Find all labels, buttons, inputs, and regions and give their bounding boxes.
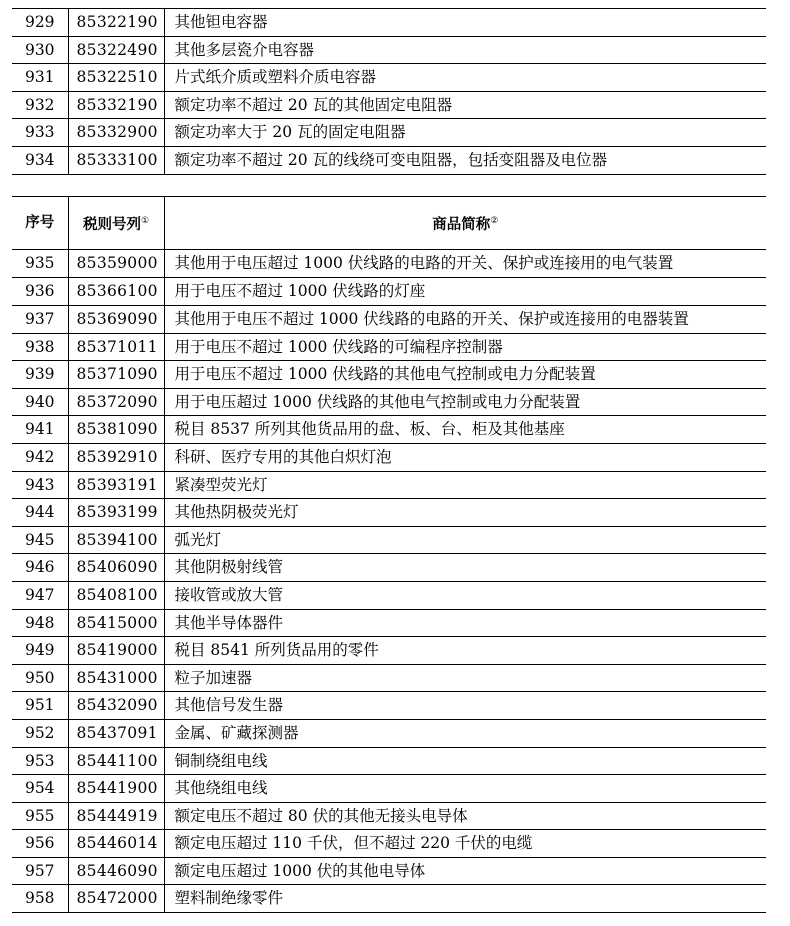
tariff-code-cell: 85333100 [68,146,164,174]
tariff-code-cell: 85394100 [68,526,164,554]
product-name-cell: 额定功率大于 20 瓦的固定电阻器 [164,119,766,147]
table-row [12,830,766,858]
tariff-code-cell: 85322490 [68,36,164,64]
serial-no-cell: 935 [12,250,68,278]
product-name-cell: 税目 8537 所列其他货品用的盘、板、台、柜及其他基座 [164,416,766,444]
product-name-cell: 其他钽电容器 [164,9,766,37]
table-row [12,609,766,637]
footnote-marker: ① [140,215,150,226]
table-row [12,526,766,554]
table-row [12,388,766,416]
serial-no-cell: 944 [12,499,68,527]
product-name-cell: 紧凑型荧光灯 [164,471,766,499]
serial-no-cell: 940 [12,388,68,416]
product-name-cell: 其他多层瓷介电容器 [164,36,766,64]
table-row [12,443,766,471]
product-name-cell: 金属、矿藏探测器 [164,719,766,747]
table-row [12,802,766,830]
table-row [12,416,766,444]
serial-no-cell: 945 [12,526,68,554]
header-product-name: 商品简称② [164,197,766,250]
tariff-code-cell: 85322510 [68,64,164,92]
tariff-code-cell: 85472000 [68,885,164,913]
serial-no-cell: 949 [12,637,68,665]
serial-no-cell: 937 [12,305,68,333]
tariff-code-cell: 85392910 [68,443,164,471]
product-name-cell: 用于电压不超过 1000 伏线路的灯座 [164,278,766,306]
serial-no-cell: 956 [12,830,68,858]
product-name-cell: 额定功率不超过 20 瓦的其他固定电阻器 [164,91,766,119]
serial-no-cell: 941 [12,416,68,444]
table-row [12,305,766,333]
table-row [12,361,766,389]
serial-no-cell: 955 [12,802,68,830]
serial-no-cell: 931 [12,64,68,92]
product-name-cell: 其他热阴极荧光灯 [164,499,766,527]
tariff-code-cell: 85332190 [68,91,164,119]
product-name-cell: 弧光灯 [164,526,766,554]
table-row [12,499,766,527]
serial-no-cell: 946 [12,554,68,582]
tariff-code-cell: 85369090 [68,305,164,333]
table-row [12,471,766,499]
tariff-code-cell: 85415000 [68,609,164,637]
serial-no-cell: 929 [12,9,68,37]
serial-no-cell: 954 [12,775,68,803]
table-row [12,719,766,747]
tariff-table-continued [12,8,766,175]
tariff-code-cell: 85393199 [68,499,164,527]
serial-no-cell: 934 [24,150,55,169]
table-row [12,250,766,278]
product-name-cell: 其他信号发生器 [164,692,766,720]
tariff-code-cell: 85419000 [68,637,164,665]
serial-no-cell: 933 [12,119,68,147]
serial-no-cell: 957 [12,857,68,885]
product-name-cell: 接收管或放大管 [164,581,766,609]
product-name-cell: 额定功率不超过 20 瓦的线绕可变电阻器，包括变阻器及电位器 [164,146,766,174]
serial-no-cell: 958 [24,889,55,908]
table-row [12,146,766,174]
header-tariff-code: 税则号列① [68,197,164,250]
serial-no-cell: 953 [12,747,68,775]
tariff-code-cell: 85372090 [68,388,164,416]
product-name-cell: 塑料制绝缘零件 [164,885,766,913]
tariff-code-cell: 85393191 [68,471,164,499]
product-name-cell: 税目 8541 所列货品用的零件 [164,637,766,665]
serial-no-cell: 930 [12,36,68,64]
product-name-cell: 额定电压超过 110 千伏，但不超过 220 千伏的电缆 [164,830,766,858]
product-name-cell: 粒子加速器 [164,664,766,692]
header-serial-no: 序号 [12,197,68,250]
tariff-code-cell: 85444919 [68,802,164,830]
product-name-cell: 其他用于电压不超过 1000 伏线路的电路的开关、保护或连接用的电器装置 [164,305,766,333]
serial-no-cell: 952 [12,719,68,747]
product-name-cell: 片式纸介质或塑料介质电容器 [164,64,766,92]
serial-no-cell: 932 [12,91,68,119]
serial-no-cell: 942 [12,443,68,471]
tariff-code-cell: 85381090 [68,416,164,444]
table-row [12,64,766,92]
table-row [12,747,766,775]
tariff-code-cell: 85437091 [68,719,164,747]
table-header-row [12,197,766,250]
tariff-code-cell: 85441900 [68,775,164,803]
tariff-table [12,196,766,913]
table-row [12,278,766,306]
tariff-code-cell: 85408100 [68,581,164,609]
tariff-code-cell: 85406090 [68,554,164,582]
table-row [12,9,766,37]
tariff-code-cell: 85441100 [68,747,164,775]
tariff-code-cell: 85371011 [68,333,164,361]
serial-no-cell: 938 [12,333,68,361]
table-row [12,885,766,913]
serial-no-cell: 936 [12,278,68,306]
serial-no-cell: 943 [12,471,68,499]
product-name-cell: 其他阴极射线管 [164,554,766,582]
product-name-cell: 其他用于电压超过 1000 伏线路的电路的开关、保护或连接用的电气装置 [164,250,766,278]
table-row [12,857,766,885]
tariff-code-cell: 85359000 [68,250,164,278]
tariff-code-cell: 85366100 [68,278,164,306]
serial-no-cell: 948 [12,609,68,637]
product-name-cell: 用于电压不超过 1000 伏线路的其他电气控制或电力分配装置 [164,361,766,389]
tariff-code-cell: 85432090 [68,692,164,720]
product-name-cell: 额定电压超过 1000 伏的其他电导体 [164,857,766,885]
table-row [12,775,766,803]
serial-no-cell: 939 [12,361,68,389]
table-row [12,664,766,692]
serial-no-cell: 951 [12,692,68,720]
tariff-code-cell: 85322190 [68,9,164,37]
table-row [12,91,766,119]
table-row [12,36,766,64]
product-name-cell: 科研、医疗专用的其他白炽灯泡 [164,443,766,471]
tariff-code-cell: 85431000 [68,664,164,692]
product-name-cell: 其他绕组电线 [164,775,766,803]
table-row [12,119,766,147]
product-name-cell: 用于电压不超过 1000 伏线路的可编程序控制器 [164,333,766,361]
table-row [12,581,766,609]
table-row [12,333,766,361]
product-name-cell: 额定电压不超过 80 伏的其他无接头电导体 [164,802,766,830]
table-row [12,637,766,665]
table-row [12,554,766,582]
tariff-code-cell: 85332900 [68,119,164,147]
product-name-cell: 用于电压超过 1000 伏线路的其他电气控制或电力分配装置 [164,388,766,416]
serial-no-cell: 950 [12,664,68,692]
tariff-code-cell: 85446014 [68,830,164,858]
serial-no-cell: 947 [12,581,68,609]
product-name-cell: 铜制绕组电线 [164,747,766,775]
tariff-code-cell: 85371090 [68,361,164,389]
product-name-cell: 其他半导体器件 [164,609,766,637]
tariff-code-cell: 85446090 [68,857,164,885]
table-row [12,692,766,720]
footnote-marker: ② [490,215,499,226]
